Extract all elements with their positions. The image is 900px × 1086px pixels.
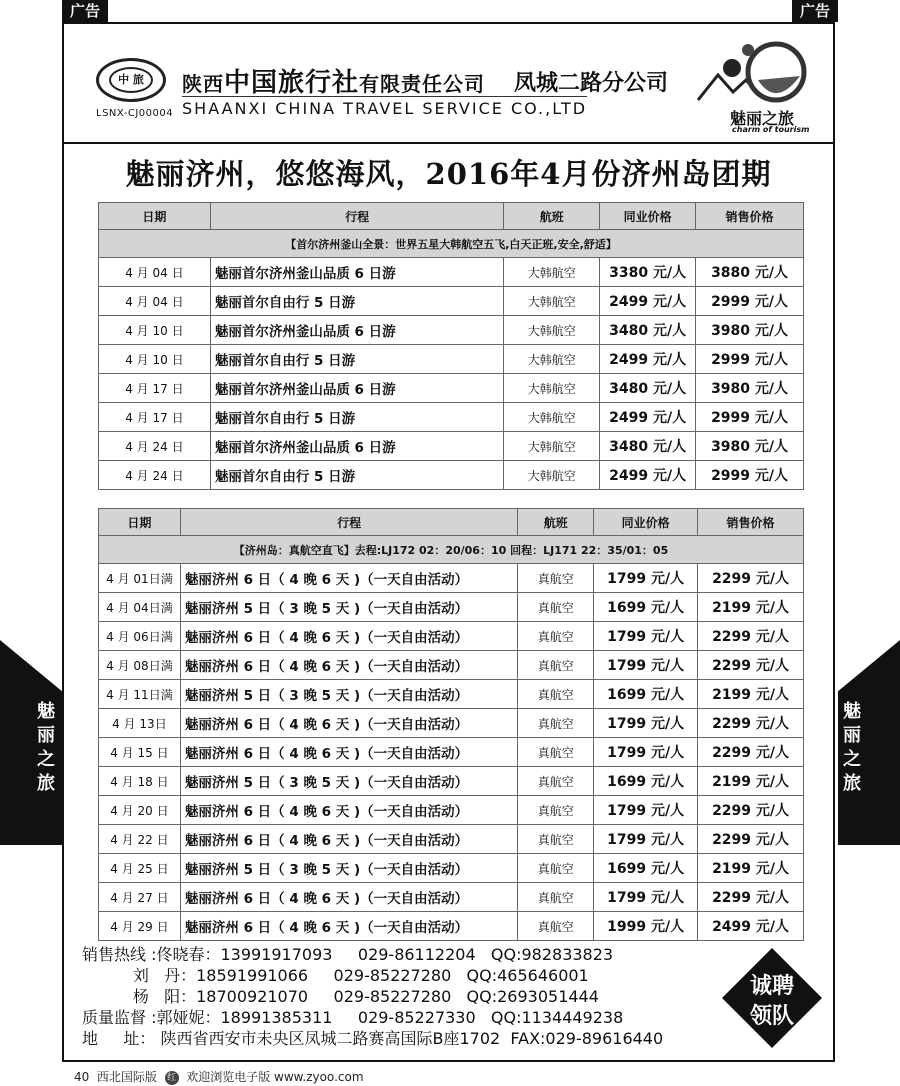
row-trade-price: 3480 元/人 [600,316,696,345]
row-date: 4 月 01日满 [99,564,181,593]
row-trade-price: 1799 元/人 [594,796,698,825]
row-route: 魅丽济州 5 日（ 3 晚 5 天 )（一天自由活动） [180,767,517,796]
seoul-tour-table [98,202,804,490]
page-title: 魅丽济州，悠悠海风，2016年4月份济州岛团期 [125,157,772,191]
row-sale-price: 2299 元/人 [698,709,804,738]
row-sale-price: 2299 元/人 [698,825,804,854]
header [64,24,833,144]
footer-text: 欢迎浏览电子版 www.zyoo.com [186,1070,364,1084]
row-date: 4 月 15 日 [99,738,181,767]
row-route: 魅丽济州 6 日（ 4 晚 6 天 )（一天自由活动） [180,622,517,651]
table-row [99,593,804,622]
row-trade-price: 2499 元/人 [600,345,696,374]
row-date: 4 月 18 日 [99,767,181,796]
row-route: 魅丽济州 6 日（ 4 晚 6 天 )（一天自由活动） [180,883,517,912]
row-route: 魅丽济州 6 日（ 4 晚 6 天 )（一天自由活动） [180,796,517,825]
row-sale-price: 2999 元/人 [696,287,804,316]
row-sale-price: 3980 元/人 [696,374,804,403]
brand-name: 魅丽之旅 [730,109,795,128]
row-trade-price: 2499 元/人 [600,461,696,490]
page-number: 40 [74,1070,90,1084]
table-row [99,258,804,287]
row-route: 魅丽首尔济州釜山品质 6 日游 [210,432,504,461]
contact-line: 销售热线 :佟晓春：13991917093 029-86112204 QQ:982833823 [82,945,614,964]
row-date: 4 月 04 日 [99,258,211,287]
row-route: 魅丽济州 6 日（ 4 晚 6 天 )（一天自由活动） [180,912,517,941]
row-sale-price: 3980 元/人 [696,316,804,345]
row-sale-price: 2299 元/人 [698,738,804,767]
edition-name: 西北国际版 [96,1070,157,1084]
row-route: 魅丽首尔自由行 5 日游 [210,403,504,432]
side-label-left: 魅 丽 之 旅 [37,701,55,794]
header-flight: 航班 [518,509,594,536]
contact-line: 杨 阳：18700921070 029-85227280 QQ:2693051444 [82,987,599,1006]
row-flight: 大韩航空 [504,345,600,374]
row-sale-price: 2299 元/人 [698,622,804,651]
ad-label-right: 广告 [792,0,838,22]
row-date: 4 月 10 日 [99,345,211,374]
row-trade-price: 2499 元/人 [600,403,696,432]
row-trade-price: 1799 元/人 [594,651,698,680]
header-trade-price: 同业价格 [600,203,696,230]
table-row [99,651,804,680]
row-sale-price: 2499 元/人 [698,912,804,941]
row-trade-price: 3380 元/人 [600,258,696,287]
row-trade-price: 1799 元/人 [594,825,698,854]
side-label-right: 魅 丽 之 旅 [843,701,861,794]
row-flight: 真航空 [518,854,594,883]
row-flight: 真航空 [518,709,594,738]
row-sale-price: 2999 元/人 [696,461,804,490]
table-row [99,796,804,825]
table-row [99,316,804,345]
edition-badge: 红 [165,1071,179,1085]
row-trade-price: 1799 元/人 [594,883,698,912]
company-name: 陕西中国旅行社有限责任公司 [182,68,486,98]
table-row [99,883,804,912]
table-row [99,403,804,432]
row-flight: 真航空 [518,825,594,854]
header-date: 日期 [99,203,211,230]
table-header-row [99,203,804,230]
row-flight: 大韩航空 [504,403,600,432]
row-sale-price: 2299 元/人 [698,651,804,680]
jeju-tour-table [98,508,804,941]
table-row [99,854,804,883]
table-row [99,461,804,490]
table-row [99,825,804,854]
row-trade-price: 1699 元/人 [594,593,698,622]
row-trade-price: 1799 元/人 [594,622,698,651]
row-date: 4 月 24 日 [99,461,211,490]
row-trade-price: 3480 元/人 [600,374,696,403]
row-route: 魅丽济州 6 日（ 4 晚 6 天 )（一天自由活动） [180,709,517,738]
row-date: 4 月 29 日 [99,912,181,941]
table-row [99,912,804,941]
branch-name: 凤城二路分公司 [514,71,669,96]
company-name-en: SHAANXI CHINA TRAVEL SERVICE CO.,LTD [182,96,587,118]
cts-logo: 中 旅 [96,58,166,102]
row-route: 魅丽济州 5 日（ 3 晚 5 天 )（一天自由活动） [180,593,517,622]
table-banner: 【首尔济州釜山全景：世界五星大韩航空五飞,白天正班,安全,舒适】 [99,230,804,258]
row-sale-price: 3880 元/人 [696,258,804,287]
row-date: 4 月 04 日 [99,287,211,316]
row-flight: 大韩航空 [504,432,600,461]
row-sale-price: 2999 元/人 [696,403,804,432]
row-flight: 真航空 [518,564,594,593]
row-date: 4 月 20 日 [99,796,181,825]
row-date: 4 月 10 日 [99,316,211,345]
ad-label-left: 广告 [62,0,108,22]
header-date: 日期 [99,509,181,536]
row-date: 4 月 06日满 [99,622,181,651]
row-trade-price: 1699 元/人 [594,680,698,709]
contact-line: 质量监督 :郭娅妮：18991385311 029-85227330 QQ:1134449238 [82,1008,624,1027]
page-footer [74,1068,364,1085]
row-trade-price: 1699 元/人 [594,767,698,796]
table-row [99,680,804,709]
row-route: 魅丽济州 6 日（ 4 晚 6 天 )（一天自由活动） [180,825,517,854]
row-route: 魅丽济州 6 日（ 4 晚 6 天 )（一天自由活动） [180,738,517,767]
row-route: 魅丽济州 5 日（ 3 晚 5 天 )（一天自由活动） [180,854,517,883]
row-date: 4 月 13日 [99,709,181,738]
row-flight: 真航空 [518,883,594,912]
row-flight: 真航空 [518,767,594,796]
license-number: LSNX-CJ00004 [96,108,174,119]
row-flight: 真航空 [518,738,594,767]
row-flight: 大韩航空 [504,374,600,403]
row-date: 4 月 08日满 [99,651,181,680]
recruit-text: 诚聘 领队 [749,974,794,1029]
table-row [99,622,804,651]
header-route: 行程 [180,509,517,536]
row-flight: 真航空 [518,796,594,825]
ad-frame [62,22,835,1062]
row-route: 魅丽首尔自由行 5 日游 [210,461,504,490]
brand-name-en: charm of tourism [732,125,810,134]
header-sale-price: 销售价格 [698,509,804,536]
row-date: 4 月 17 日 [99,403,211,432]
contact-line: 刘 丹：18591991066 029-85227280 QQ:465646001 [82,966,589,985]
row-route: 魅丽首尔济州釜山品质 6 日游 [210,316,504,345]
row-flight: 真航空 [518,651,594,680]
table-banner: 【济州岛：真航空直飞】去程:LJ172 02：20/06：10 回程：LJ171 22：35/01：05 [99,536,804,564]
row-sale-price: 2199 元/人 [698,767,804,796]
row-trade-price: 1799 元/人 [594,709,698,738]
row-flight: 真航空 [518,593,594,622]
row-sale-price: 2299 元/人 [698,796,804,825]
row-route: 魅丽济州 6 日（ 4 晚 6 天 )（一天自由活动） [180,651,517,680]
row-flight: 真航空 [518,912,594,941]
row-flight: 大韩航空 [504,461,600,490]
row-date: 4 月 04日满 [99,593,181,622]
row-flight: 真航空 [518,622,594,651]
table-row [99,432,804,461]
row-route: 魅丽首尔自由行 5 日游 [210,345,504,374]
row-flight: 大韩航空 [504,258,600,287]
row-flight: 大韩航空 [504,316,600,345]
contact-line: 地 址： 陕西省西安市未央区凤城二路赛高国际B座1702 FAX:029-89616440 [82,1029,664,1048]
row-trade-price: 1799 元/人 [594,738,698,767]
table-header-row [99,509,804,536]
table-row [99,374,804,403]
row-sale-price: 2299 元/人 [698,564,804,593]
table-row [99,564,804,593]
table-row [99,345,804,374]
row-flight: 大韩航空 [504,287,600,316]
row-sale-price: 3980 元/人 [696,432,804,461]
header-flight: 航班 [504,203,600,230]
row-trade-price: 1699 元/人 [594,854,698,883]
header-route: 行程 [210,203,504,230]
row-flight: 真航空 [518,680,594,709]
row-sale-price: 2999 元/人 [696,345,804,374]
row-route: 魅丽首尔济州釜山品质 6 日游 [210,258,504,287]
table-row [99,709,804,738]
table-row [99,767,804,796]
row-trade-price: 1799 元/人 [594,564,698,593]
row-trade-price: 2499 元/人 [600,287,696,316]
row-route: 魅丽首尔自由行 5 日游 [210,287,504,316]
row-trade-price: 3480 元/人 [600,432,696,461]
row-date: 4 月 27 日 [99,883,181,912]
row-date: 4 月 17 日 [99,374,211,403]
header-sale-price: 销售价格 [696,203,804,230]
row-sale-price: 2199 元/人 [698,854,804,883]
table-row [99,738,804,767]
row-route: 魅丽济州 5 日（ 3 晚 5 天 )（一天自由活动） [180,680,517,709]
row-date: 4 月 11日满 [99,680,181,709]
row-route: 魅丽首尔济州釜山品质 6 日游 [210,374,504,403]
table-row [99,287,804,316]
row-trade-price: 1999 元/人 [594,912,698,941]
row-route: 魅丽济州 6 日（ 4 晚 6 天 )（一天自由活动） [180,564,517,593]
row-sale-price: 2199 元/人 [698,593,804,622]
header-trade-price: 同业价格 [594,509,698,536]
row-date: 4 月 22 日 [99,825,181,854]
row-date: 4 月 24 日 [99,432,211,461]
row-sale-price: 2299 元/人 [698,883,804,912]
row-date: 4 月 25 日 [99,854,181,883]
row-sale-price: 2199 元/人 [698,680,804,709]
